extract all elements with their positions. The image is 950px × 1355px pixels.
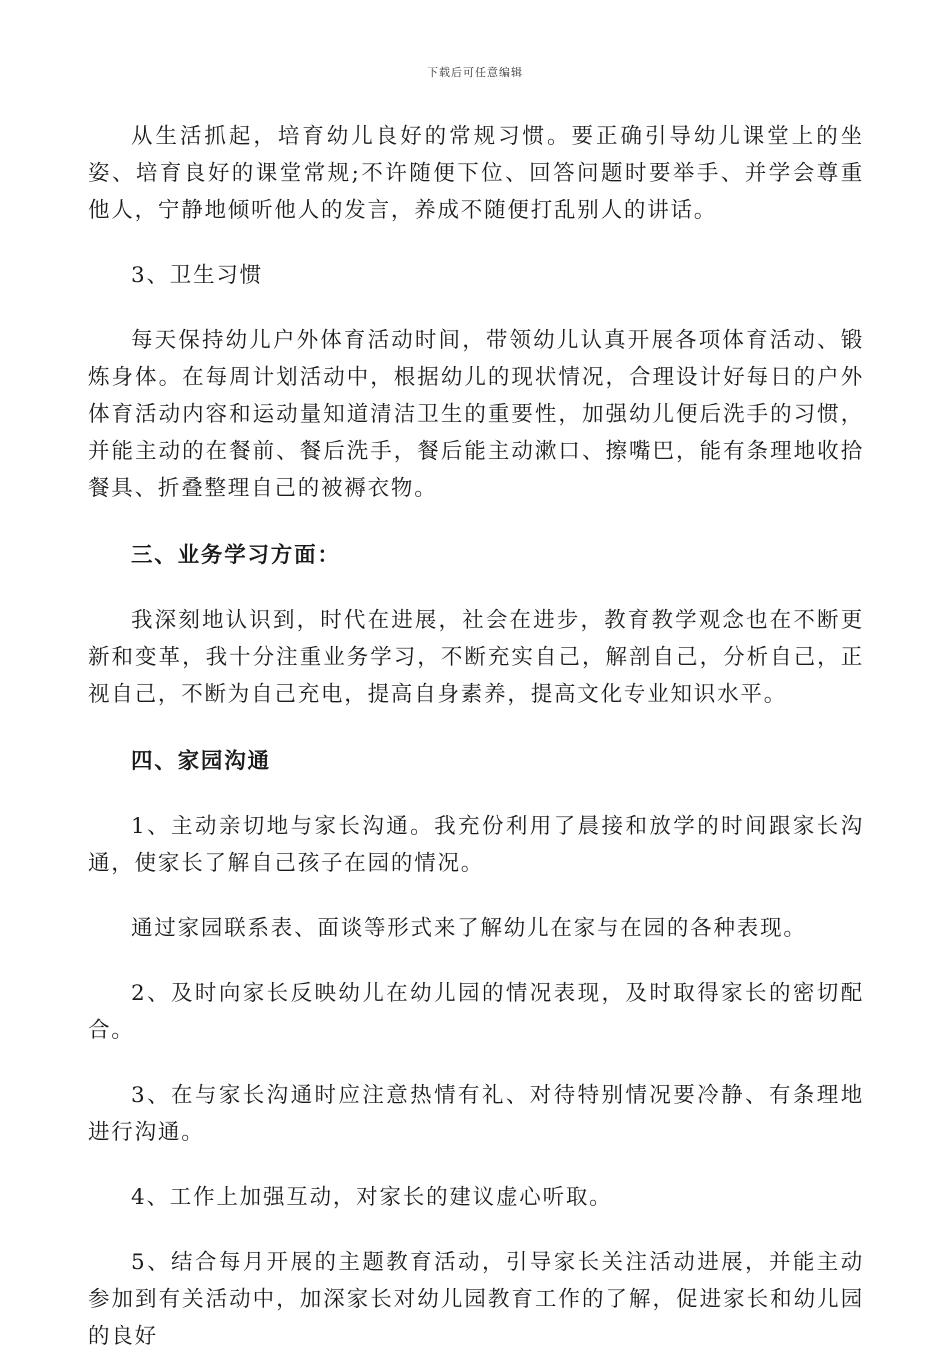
paragraph-communication-contact: 通过家园联系表、面谈等形式来了解幼儿在家与在园的各种表现。 <box>131 916 807 941</box>
subheading-hygiene-habits: 3、卫生习惯 <box>131 263 263 288</box>
paragraph-communication-5: 5、结合每月开展的主题教育活动，引导家长关注活动进展，并能主动参加到有关活动中，加深家长对幼儿园教育工作的了解，促进家长和幼儿园的良好 <box>88 1250 864 1349</box>
document-body <box>88 118 864 1355</box>
section-heading-study: 三、业务学习方面： <box>131 543 341 568</box>
paragraph-communication-2: 2、及时向家长反映幼儿在幼儿园的情况表现，及时取得家长的密切配合。 <box>88 981 864 1043</box>
paragraph-communication-1: 1、主动亲切地与家长沟通。我充份利用了晨接和放学的时间跟家长沟通，使家长了解自己孩子在园的情况。 <box>88 814 864 876</box>
paragraph-hygiene: 每天保持幼儿户外体育活动时间，带领幼儿认真开展各项体育活动、锻炼身体。在每周计划活动中，根据幼儿的现状情况，合理设计好每日的户外体育活动内容和运动量知道清洁卫生的重要性，加强幼儿便后洗手的习惯，并能主动的在餐前、餐后洗手，餐后能主动漱口、擦嘴巴，能有条理地收拾餐具、折叠整理自己的被褥衣物。 <box>88 328 864 501</box>
paragraph-communication-3: 3、在与家长沟通时应注意热情有礼、对待特别情况要冷静、有条理地进行沟通。 <box>88 1083 864 1145</box>
section-heading-home-communication: 四、家园沟通 <box>131 749 271 774</box>
paragraph-routine-habits: 从生活抓起，培育幼儿良好的常规习惯。要正确引导幼儿课堂上的坐姿、培育良好的课堂常规;不许随便下位、回答问题时要举手、并学会尊重他人，宁静地倾听他人的发言，养成不随便打乱别人的讲话。 <box>88 124 864 223</box>
paragraph-communication-4: 4、工作上加强互动，对家长的建议虚心听取。 <box>131 1185 613 1210</box>
page-header: 下载后可任意编辑 <box>427 66 523 79</box>
paragraph-study: 我深刻地认识到，时代在进展，社会在进步，教育教学观念也在不断更新和变革，我十分注重业务学习，不断充实自己，解剖自己，分析自己，正视自己，不断为自己充电，提高自身素养，提高文化专业知识水平。 <box>88 608 864 707</box>
